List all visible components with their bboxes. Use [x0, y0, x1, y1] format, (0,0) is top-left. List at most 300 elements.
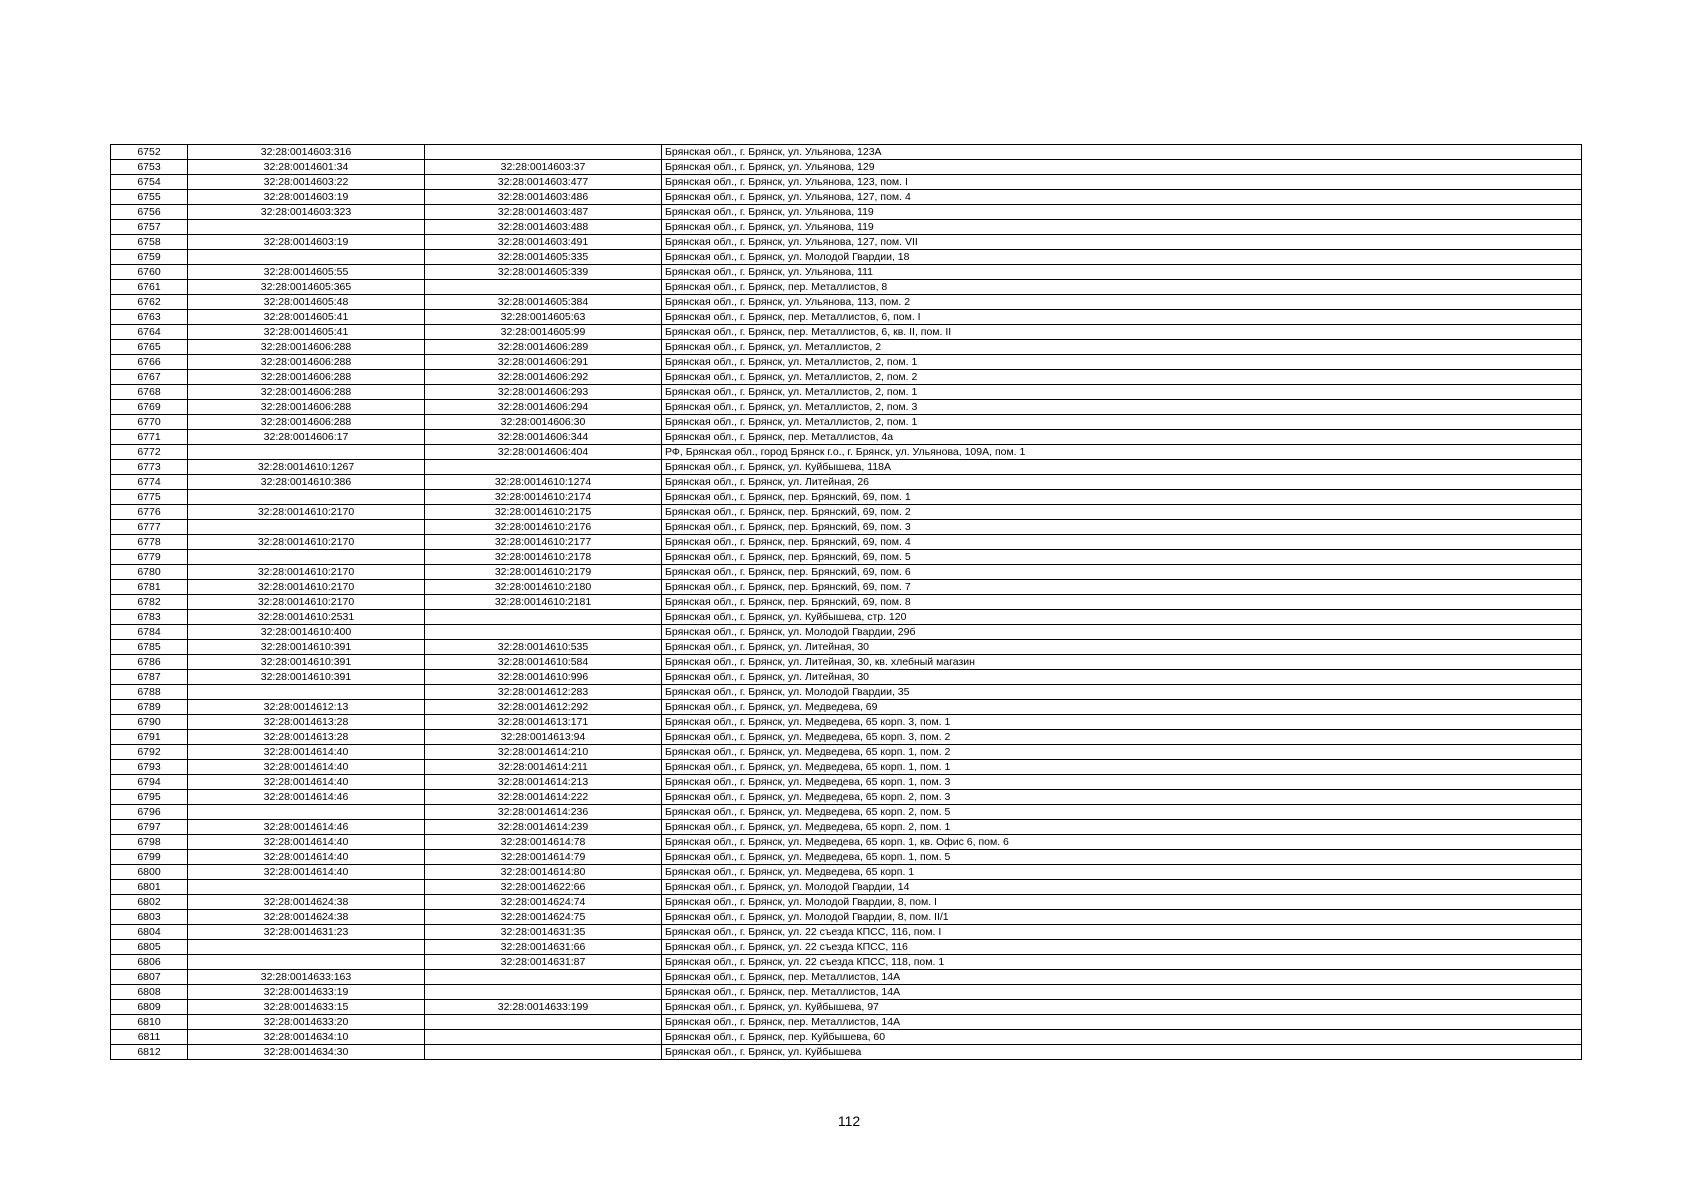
row-number-cell: 6774 [111, 475, 188, 490]
address-cell: Брянская обл., г. Брянск, ул. Ульянова, 127, пом. 4 [662, 190, 1582, 205]
premises-cadastral-number-cell: 32:28:0014633:199 [425, 1000, 662, 1015]
cadastral-number-cell: 32:28:0014610:2531 [188, 610, 425, 625]
premises-cadastral-number-cell [425, 280, 662, 295]
address-cell: Брянская обл., г. Брянск, ул. Медведева, 65 корп. 1, пом. 3 [662, 775, 1582, 790]
cadastral-number-cell: 32:28:0014612:13 [188, 700, 425, 715]
row-number-cell: 6792 [111, 745, 188, 760]
address-cell: Брянская обл., г. Брянск, ул. Куйбышева, стр. 120 [662, 610, 1582, 625]
address-cell: Брянская обл., г. Брянск, ул. Куйбышева, 97 [662, 1000, 1582, 1015]
row-number-cell: 6804 [111, 925, 188, 940]
cadastral-number-cell: 32:28:0014633:20 [188, 1015, 425, 1030]
address-cell: Брянская обл., г. Брянск, ул. Металлистов, 2 [662, 340, 1582, 355]
row-number-cell: 6763 [111, 310, 188, 325]
cadastral-number-cell: 32:28:0014603:316 [188, 145, 425, 160]
row-number-cell: 6755 [111, 190, 188, 205]
premises-cadastral-number-cell: 32:28:0014610:584 [425, 655, 662, 670]
address-cell: Брянская обл., г. Брянск, ул. Литейная, 30, кв. хлебный магазин [662, 655, 1582, 670]
address-cell: Брянская обл., г. Брянск, ул. Металлистов, 2, пом. 1 [662, 385, 1582, 400]
address-cell: Брянская обл., г. Брянск, ул. Куйбышева, 118А [662, 460, 1582, 475]
table-row [111, 325, 1582, 340]
cadastral-number-cell [188, 445, 425, 460]
table-row [111, 850, 1582, 865]
cadastral-number-cell: 32:28:0014631:23 [188, 925, 425, 940]
premises-cadastral-number-cell: 32:28:0014605:63 [425, 310, 662, 325]
page-number: 112 [837, 1113, 861, 1129]
row-number-cell: 6784 [111, 625, 188, 640]
premises-cadastral-number-cell: 32:28:0014614:211 [425, 760, 662, 775]
premises-cadastral-number-cell: 32:28:0014614:222 [425, 790, 662, 805]
address-cell: Брянская обл., г. Брянск, пер. Брянский, 69, пом. 1 [662, 490, 1582, 505]
premises-cadastral-number-cell [425, 1015, 662, 1030]
cadastral-number-cell: 32:28:0014610:1267 [188, 460, 425, 475]
premises-cadastral-number-cell: 32:28:0014605:335 [425, 250, 662, 265]
table-row [111, 970, 1582, 985]
table-row [111, 835, 1582, 850]
premises-cadastral-number-cell [425, 610, 662, 625]
address-cell: РФ, Брянская обл., город Брянск г.о., г. Брянск, ул. Ульянова, 109А, пом. 1 [662, 445, 1582, 460]
cadastral-number-cell: 32:28:0014605:365 [188, 280, 425, 295]
cadastral-number-cell: 32:28:0014624:38 [188, 910, 425, 925]
table-row [111, 310, 1582, 325]
row-number-cell: 6765 [111, 340, 188, 355]
address-cell: Брянская обл., г. Брянск, ул. Молодой Гвардии, 29б [662, 625, 1582, 640]
table-row [111, 715, 1582, 730]
cadastral-number-cell: 32:28:0014610:2170 [188, 565, 425, 580]
premises-cadastral-number-cell: 32:28:0014610:2180 [425, 580, 662, 595]
cadastral-number-cell: 32:28:0014614:46 [188, 820, 425, 835]
address-cell: Брянская обл., г. Брянск, ул. Медведева, 69 [662, 700, 1582, 715]
row-number-cell: 6759 [111, 250, 188, 265]
premises-cadastral-number-cell: 32:28:0014631:66 [425, 940, 662, 955]
address-cell: Брянская обл., г. Брянск, ул. 22 съезда КПСС, 118, пом. 1 [662, 955, 1582, 970]
address-cell: Брянская обл., г. Брянск, ул. Молодой Гвардии, 8, пом. I [662, 895, 1582, 910]
premises-cadastral-number-cell: 32:28:0014610:535 [425, 640, 662, 655]
address-cell: Брянская обл., г. Брянск, пер. Металлистов, 6, пом. I [662, 310, 1582, 325]
address-cell: Брянская обл., г. Брянск, пер. Брянский, 69, пом. 5 [662, 550, 1582, 565]
cadastral-number-cell: 32:28:0014633:19 [188, 985, 425, 1000]
row-number-cell: 6806 [111, 955, 188, 970]
cadastral-number-cell [188, 940, 425, 955]
premises-cadastral-number-cell: 32:28:0014614:236 [425, 805, 662, 820]
premises-cadastral-number-cell: 32:28:0014614:80 [425, 865, 662, 880]
address-cell: Брянская обл., г. Брянск, ул. Медведева, 65 корп. 1, пом. 1 [662, 760, 1582, 775]
premises-cadastral-number-cell: 32:28:0014605:384 [425, 295, 662, 310]
address-cell: Брянская обл., г. Брянск, ул. Металлистов, 2, пом. 3 [662, 400, 1582, 415]
row-number-cell: 6809 [111, 1000, 188, 1015]
table-row [111, 160, 1582, 175]
row-number-cell: 6752 [111, 145, 188, 160]
address-cell: Брянская обл., г. Брянск, ул. Молодой Гвардии, 8, пом. II/1 [662, 910, 1582, 925]
address-cell: Брянская обл., г. Брянск, пер. Металлистов, 8 [662, 280, 1582, 295]
table-row [111, 895, 1582, 910]
table-row [111, 220, 1582, 235]
premises-cadastral-number-cell: 32:28:0014606:292 [425, 370, 662, 385]
table-row [111, 910, 1582, 925]
row-number-cell: 6768 [111, 385, 188, 400]
cadastral-number-cell: 32:28:0014614:40 [188, 865, 425, 880]
row-number-cell: 6787 [111, 670, 188, 685]
premises-cadastral-number-cell: 32:28:0014606:291 [425, 355, 662, 370]
address-cell: Брянская обл., г. Брянск, ул. Медведева, 65 корп. 2, пом. 5 [662, 805, 1582, 820]
row-number-cell: 6790 [111, 715, 188, 730]
cadastral-number-cell: 32:28:0014603:19 [188, 235, 425, 250]
address-cell: Брянская обл., г. Брянск, ул. Металлистов, 2, пом. 1 [662, 415, 1582, 430]
premises-cadastral-number-cell: 32:28:0014610:2175 [425, 505, 662, 520]
table-row [111, 190, 1582, 205]
table-row [111, 1000, 1582, 1015]
cadastral-number-cell: 32:28:0014614:46 [188, 790, 425, 805]
row-number-cell: 6757 [111, 220, 188, 235]
row-number-cell: 6808 [111, 985, 188, 1000]
address-cell: Брянская обл., г. Брянск, пер. Брянский, 69, пом. 6 [662, 565, 1582, 580]
cadastral-number-cell: 32:28:0014606:288 [188, 415, 425, 430]
address-cell: Брянская обл., г. Брянск, ул. Медведева, 65 корп. 1, кв. Офис 6, пом. 6 [662, 835, 1582, 850]
address-cell: Брянская обл., г. Брянск, ул. Литейная, 30 [662, 640, 1582, 655]
cadastral-number-cell: 32:28:0014606:288 [188, 355, 425, 370]
table-row [111, 535, 1582, 550]
cadastral-number-cell [188, 955, 425, 970]
address-cell: Брянская обл., г. Брянск, ул. Металлистов, 2, пом. 2 [662, 370, 1582, 385]
address-cell: Брянская обл., г. Брянск, пер. Металлистов, 14А [662, 985, 1582, 1000]
table-row [111, 145, 1582, 160]
address-cell: Брянская обл., г. Брянск, ул. Ульянова, 123А [662, 145, 1582, 160]
address-cell: Брянская обл., г. Брянск, ул. Медведева, 65 корп. 2, пом. 3 [662, 790, 1582, 805]
cadastral-number-cell: 32:28:0014603:323 [188, 205, 425, 220]
cadastral-number-cell: 32:28:0014614:40 [188, 850, 425, 865]
table-row [111, 865, 1582, 880]
cadastral-number-cell: 32:28:0014605:48 [188, 295, 425, 310]
table-row [111, 430, 1582, 445]
row-number-cell: 6786 [111, 655, 188, 670]
premises-cadastral-number-cell: 32:28:0014613:94 [425, 730, 662, 745]
table-row [111, 760, 1582, 775]
table-row [111, 385, 1582, 400]
premises-cadastral-number-cell: 32:28:0014612:283 [425, 685, 662, 700]
cadastral-number-cell: 32:28:0014610:386 [188, 475, 425, 490]
address-cell: Брянская обл., г. Брянск, пер. Брянский, 69, пом. 2 [662, 505, 1582, 520]
row-number-cell: 6800 [111, 865, 188, 880]
premises-cadastral-number-cell: 32:28:0014614:210 [425, 745, 662, 760]
address-cell: Брянская обл., г. Брянск, ул. Металлистов, 2, пом. 1 [662, 355, 1582, 370]
property-table [110, 144, 1582, 1060]
address-cell: Брянская обл., г. Брянск, ул. Ульянова, 119 [662, 205, 1582, 220]
cadastral-number-cell: 32:28:0014606:288 [188, 400, 425, 415]
cadastral-number-cell: 32:28:0014603:22 [188, 175, 425, 190]
row-number-cell: 6753 [111, 160, 188, 175]
row-number-cell: 6777 [111, 520, 188, 535]
premises-cadastral-number-cell: 32:28:0014614:239 [425, 820, 662, 835]
premises-cadastral-number-cell: 32:28:0014603:487 [425, 205, 662, 220]
address-cell: Брянская обл., г. Брянск, ул. Ульянова, 113, пом. 2 [662, 295, 1582, 310]
table-row [111, 415, 1582, 430]
table-row [111, 280, 1582, 295]
table-row [111, 610, 1582, 625]
table-row [111, 565, 1582, 580]
property-table-body [111, 145, 1582, 1060]
table-row [111, 730, 1582, 745]
cadastral-number-cell: 32:28:0014613:28 [188, 715, 425, 730]
address-cell: Брянская обл., г. Брянск, ул. Ульянова, 111 [662, 265, 1582, 280]
table-row [111, 820, 1582, 835]
cadastral-number-cell [188, 520, 425, 535]
table-row [111, 940, 1582, 955]
row-number-cell: 6756 [111, 205, 188, 220]
table-row [111, 175, 1582, 190]
address-cell: Брянская обл., г. Брянск, пер. Брянский, 69, пом. 4 [662, 535, 1582, 550]
table-row [111, 925, 1582, 940]
cadastral-number-cell: 32:28:0014610:2170 [188, 595, 425, 610]
row-number-cell: 6793 [111, 760, 188, 775]
table-row [111, 805, 1582, 820]
premises-cadastral-number-cell: 32:28:0014612:292 [425, 700, 662, 715]
cadastral-number-cell: 32:28:0014603:19 [188, 190, 425, 205]
premises-cadastral-number-cell: 32:28:0014624:74 [425, 895, 662, 910]
table-row [111, 355, 1582, 370]
cadastral-number-cell: 32:28:0014610:2170 [188, 505, 425, 520]
premises-cadastral-number-cell: 32:28:0014606:30 [425, 415, 662, 430]
table-row [111, 475, 1582, 490]
table-row [111, 640, 1582, 655]
cadastral-number-cell: 32:28:0014601:34 [188, 160, 425, 175]
table-row [111, 880, 1582, 895]
address-cell: Брянская обл., г. Брянск, ул. Медведева, 65 корп. 1, пом. 2 [662, 745, 1582, 760]
address-cell: Брянская обл., г. Брянск, пер. Металлистов, 14А [662, 1015, 1582, 1030]
premises-cadastral-number-cell: 32:28:0014610:2181 [425, 595, 662, 610]
row-number-cell: 6794 [111, 775, 188, 790]
cadastral-number-cell: 32:28:0014610:391 [188, 670, 425, 685]
premises-cadastral-number-cell: 32:28:0014610:1274 [425, 475, 662, 490]
table-row [111, 1015, 1582, 1030]
table-row [111, 265, 1582, 280]
premises-cadastral-number-cell: 32:28:0014610:2179 [425, 565, 662, 580]
address-cell: Брянская обл., г. Брянск, пер. Брянский, 69, пом. 3 [662, 520, 1582, 535]
cadastral-number-cell [188, 550, 425, 565]
cadastral-number-cell [188, 880, 425, 895]
address-cell: Брянская обл., г. Брянск, ул. Медведева, 65 корп. 1, пом. 5 [662, 850, 1582, 865]
table-row [111, 955, 1582, 970]
table-row [111, 490, 1582, 505]
table-row [111, 1045, 1582, 1060]
row-number-cell: 6780 [111, 565, 188, 580]
premises-cadastral-number-cell [425, 1030, 662, 1045]
premises-cadastral-number-cell: 32:28:0014610:2177 [425, 535, 662, 550]
premises-cadastral-number-cell: 32:28:0014610:996 [425, 670, 662, 685]
premises-cadastral-number-cell: 32:28:0014603:486 [425, 190, 662, 205]
premises-cadastral-number-cell: 32:28:0014614:79 [425, 850, 662, 865]
table-row [111, 1030, 1582, 1045]
table-row [111, 655, 1582, 670]
table-row [111, 985, 1582, 1000]
row-number-cell: 6775 [111, 490, 188, 505]
table-row [111, 745, 1582, 760]
address-cell: Брянская обл., г. Брянск, ул. Медведева, 65 корп. 3, пом. 1 [662, 715, 1582, 730]
cadastral-number-cell [188, 490, 425, 505]
row-number-cell: 6807 [111, 970, 188, 985]
row-number-cell: 6778 [111, 535, 188, 550]
premises-cadastral-number-cell [425, 1045, 662, 1060]
address-cell: Брянская обл., г. Брянск, пер. Куйбышева, 60 [662, 1030, 1582, 1045]
premises-cadastral-number-cell: 32:28:0014606:404 [425, 445, 662, 460]
table-row [111, 505, 1582, 520]
cadastral-number-cell: 32:28:0014614:40 [188, 760, 425, 775]
address-cell: Брянская обл., г. Брянск, ул. Литейная, 26 [662, 475, 1582, 490]
row-number-cell: 6781 [111, 580, 188, 595]
premises-cadastral-number-cell [425, 145, 662, 160]
cadastral-number-cell: 32:28:0014633:163 [188, 970, 425, 985]
table-row [111, 685, 1582, 700]
row-number-cell: 6771 [111, 430, 188, 445]
cadastral-number-cell: 32:28:0014606:17 [188, 430, 425, 445]
premises-cadastral-number-cell [425, 970, 662, 985]
cadastral-number-cell: 32:28:0014610:2170 [188, 580, 425, 595]
cadastral-number-cell [188, 685, 425, 700]
address-cell: Брянская обл., г. Брянск, ул. Куйбышева [662, 1045, 1582, 1060]
row-number-cell: 6761 [111, 280, 188, 295]
row-number-cell: 6769 [111, 400, 188, 415]
premises-cadastral-number-cell: 32:28:0014606:294 [425, 400, 662, 415]
premises-cadastral-number-cell: 32:28:0014605:339 [425, 265, 662, 280]
address-cell: Брянская обл., г. Брянск, ул. Молодой Гвардии, 18 [662, 250, 1582, 265]
premises-cadastral-number-cell: 32:28:0014603:488 [425, 220, 662, 235]
address-cell: Брянская обл., г. Брянск, ул. 22 съезда КПСС, 116, пом. I [662, 925, 1582, 940]
table-row [111, 670, 1582, 685]
table-row [111, 370, 1582, 385]
address-cell: Брянская обл., г. Брянск, ул. Медведева, 65 корп. 2, пом. 1 [662, 820, 1582, 835]
cadastral-number-cell: 32:28:0014614:40 [188, 775, 425, 790]
address-cell: Брянская обл., г. Брянск, пер. Металлистов, 6, кв. II, пом. II [662, 325, 1582, 340]
address-cell: Брянская обл., г. Брянск, ул. Ульянова, 127, пом. VII [662, 235, 1582, 250]
cadastral-number-cell: 32:28:0014610:391 [188, 640, 425, 655]
address-cell: Брянская обл., г. Брянск, ул. Молодой Гвардии, 14 [662, 880, 1582, 895]
row-number-cell: 6791 [111, 730, 188, 745]
row-number-cell: 6760 [111, 265, 188, 280]
premises-cadastral-number-cell: 32:28:0014606:289 [425, 340, 662, 355]
address-cell: Брянская обл., г. Брянск, ул. Ульянова, 123, пом. I [662, 175, 1582, 190]
premises-cadastral-number-cell: 32:28:0014603:477 [425, 175, 662, 190]
address-cell: Брянская обл., г. Брянск, пер. Брянский, 69, пом. 7 [662, 580, 1582, 595]
row-number-cell: 6770 [111, 415, 188, 430]
cadastral-number-cell: 32:28:0014610:400 [188, 625, 425, 640]
row-number-cell: 6797 [111, 820, 188, 835]
table-row [111, 550, 1582, 565]
row-number-cell: 6799 [111, 850, 188, 865]
cadastral-number-cell: 32:28:0014610:391 [188, 655, 425, 670]
cadastral-number-cell: 32:28:0014634:30 [188, 1045, 425, 1060]
cadastral-number-cell: 32:28:0014624:38 [188, 895, 425, 910]
premises-cadastral-number-cell: 32:28:0014606:293 [425, 385, 662, 400]
row-number-cell: 6758 [111, 235, 188, 250]
row-number-cell: 6802 [111, 895, 188, 910]
premises-cadastral-number-cell: 32:28:0014605:99 [425, 325, 662, 340]
row-number-cell: 6767 [111, 370, 188, 385]
table-row [111, 445, 1582, 460]
row-number-cell: 6805 [111, 940, 188, 955]
address-cell: Брянская обл., г. Брянск, ул. Ульянова, 119 [662, 220, 1582, 235]
table-row [111, 235, 1582, 250]
premises-cadastral-number-cell: 32:28:0014610:2178 [425, 550, 662, 565]
row-number-cell: 6772 [111, 445, 188, 460]
row-number-cell: 6779 [111, 550, 188, 565]
premises-cadastral-number-cell: 32:28:0014622:66 [425, 880, 662, 895]
table-row [111, 580, 1582, 595]
row-number-cell: 6796 [111, 805, 188, 820]
address-cell: Брянская обл., г. Брянск, ул. Молодой Гвардии, 35 [662, 685, 1582, 700]
table-row [111, 205, 1582, 220]
premises-cadastral-number-cell [425, 985, 662, 1000]
premises-cadastral-number-cell: 32:28:0014603:37 [425, 160, 662, 175]
row-number-cell: 6803 [111, 910, 188, 925]
premises-cadastral-number-cell [425, 625, 662, 640]
table-row [111, 625, 1582, 640]
premises-cadastral-number-cell: 32:28:0014606:344 [425, 430, 662, 445]
row-number-cell: 6764 [111, 325, 188, 340]
address-cell: Брянская обл., г. Брянск, ул. Медведева, 65 корп. 3, пом. 2 [662, 730, 1582, 745]
row-number-cell: 6811 [111, 1030, 188, 1045]
premises-cadastral-number-cell: 32:28:0014631:87 [425, 955, 662, 970]
table-row [111, 790, 1582, 805]
address-cell: Брянская обл., г. Брянск, пер. Металлистов, 14А [662, 970, 1582, 985]
address-cell: Брянская обл., г. Брянск, ул. 22 съезда КПСС, 116 [662, 940, 1582, 955]
row-number-cell: 6773 [111, 460, 188, 475]
table-row [111, 400, 1582, 415]
table-row [111, 340, 1582, 355]
cadastral-number-cell [188, 250, 425, 265]
row-number-cell: 6762 [111, 295, 188, 310]
cadastral-number-cell: 32:28:0014606:288 [188, 370, 425, 385]
table-row [111, 250, 1582, 265]
table-row [111, 595, 1582, 610]
table-row [111, 700, 1582, 715]
row-number-cell: 6795 [111, 790, 188, 805]
row-number-cell: 6789 [111, 700, 188, 715]
row-number-cell: 6782 [111, 595, 188, 610]
premises-cadastral-number-cell: 32:28:0014624:75 [425, 910, 662, 925]
row-number-cell: 6783 [111, 610, 188, 625]
cadastral-number-cell: 32:28:0014606:288 [188, 385, 425, 400]
premises-cadastral-number-cell [425, 460, 662, 475]
cadastral-number-cell: 32:28:0014606:288 [188, 340, 425, 355]
premises-cadastral-number-cell: 32:28:0014614:213 [425, 775, 662, 790]
cadastral-number-cell [188, 220, 425, 235]
row-number-cell: 6798 [111, 835, 188, 850]
row-number-cell: 6754 [111, 175, 188, 190]
address-cell: Брянская обл., г. Брянск, ул. Литейная, 30 [662, 670, 1582, 685]
cadastral-number-cell: 32:28:0014614:40 [188, 835, 425, 850]
row-number-cell: 6801 [111, 880, 188, 895]
cadastral-number-cell [188, 805, 425, 820]
premises-cadastral-number-cell: 32:28:0014614:78 [425, 835, 662, 850]
premises-cadastral-number-cell: 32:28:0014610:2176 [425, 520, 662, 535]
cadastral-number-cell: 32:28:0014633:15 [188, 1000, 425, 1015]
row-number-cell: 6788 [111, 685, 188, 700]
row-number-cell: 6810 [111, 1015, 188, 1030]
cadastral-number-cell: 32:28:0014610:2170 [188, 535, 425, 550]
table-row [111, 775, 1582, 790]
table-row [111, 460, 1582, 475]
premises-cadastral-number-cell: 32:28:0014631:35 [425, 925, 662, 940]
premises-cadastral-number-cell: 32:28:0014610:2174 [425, 490, 662, 505]
row-number-cell: 6766 [111, 355, 188, 370]
cadastral-number-cell: 32:28:0014613:28 [188, 730, 425, 745]
cadastral-number-cell: 32:28:0014614:40 [188, 745, 425, 760]
table-row [111, 520, 1582, 535]
premises-cadastral-number-cell: 32:28:0014603:491 [425, 235, 662, 250]
table-row [111, 295, 1582, 310]
address-cell: Брянская обл., г. Брянск, ул. Ульянова, 129 [662, 160, 1582, 175]
row-number-cell: 6785 [111, 640, 188, 655]
cadastral-number-cell: 32:28:0014605:41 [188, 310, 425, 325]
cadastral-number-cell: 32:28:0014605:41 [188, 325, 425, 340]
